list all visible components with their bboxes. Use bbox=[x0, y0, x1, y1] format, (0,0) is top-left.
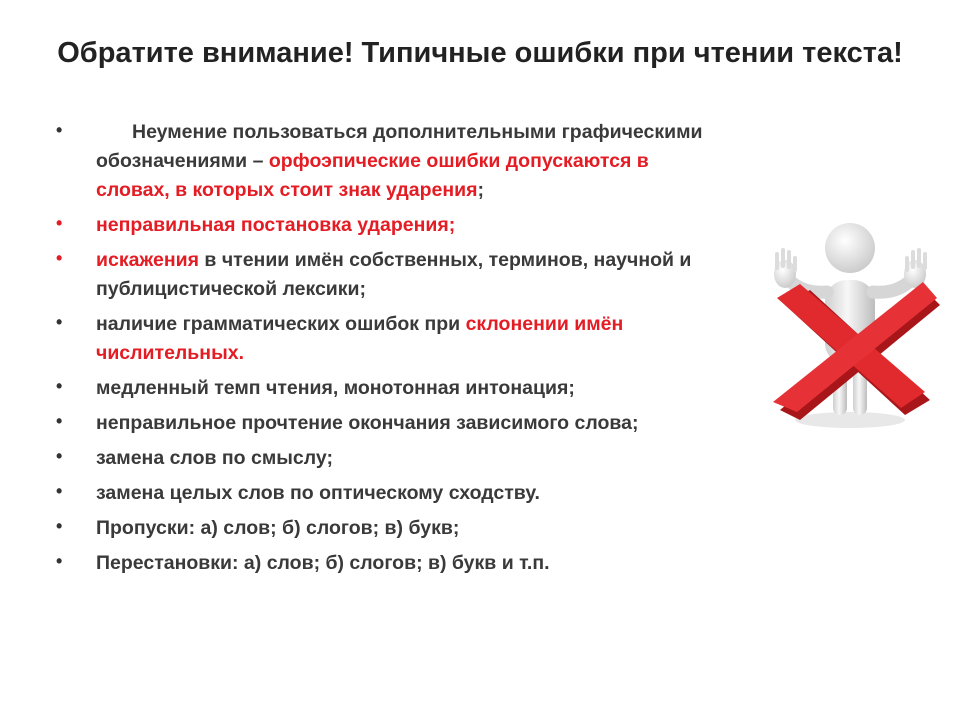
bullet-icon: • bbox=[56, 248, 63, 268]
bullet-text: Пропуски: а) слов; б) слогов; в) букв; bbox=[96, 517, 460, 539]
bullet-text: Неумение пользоваться дополнительными графическими обозначениями – bbox=[96, 121, 703, 172]
bullet-icon: • bbox=[56, 312, 63, 332]
bullet-icon: • bbox=[56, 120, 63, 140]
highlighted-text: искажения bbox=[96, 249, 199, 271]
bullet-text: медленный темп чтения, монотонная интонация; bbox=[96, 377, 575, 399]
bullet-icon: • bbox=[56, 376, 63, 396]
bullet-item bbox=[56, 374, 716, 403]
bullet-icon: • bbox=[56, 446, 63, 466]
highlighted-text: неправильная постановка ударения; bbox=[96, 214, 456, 236]
bullet-text: замена целых слов по оптическому сходству. bbox=[96, 482, 540, 504]
highlighted-text: склонении имён числительных. bbox=[96, 313, 624, 364]
bullet-list bbox=[56, 118, 716, 584]
bullet-item bbox=[56, 246, 716, 304]
bullet-icon: • bbox=[56, 516, 63, 536]
slide-title: Обратите внимание! Типичные ошибки при чтении текста! bbox=[57, 37, 903, 69]
bullet-icon: • bbox=[56, 481, 63, 501]
bullet-text: наличие грамматических ошибок при bbox=[96, 313, 466, 335]
bullet-icon: • bbox=[56, 551, 63, 571]
highlighted-text: орфоэпические ошибки допускаются в словах, в которых стоит знак ударения bbox=[96, 150, 649, 201]
bullet-item bbox=[56, 211, 716, 240]
bullet-text: неправильное прочтение окончания зависимого слова; bbox=[96, 412, 639, 434]
bullet-text: ; bbox=[477, 179, 484, 201]
bullet-text: Перестановки: а) слов; б) слогов; в) букв и т.п. bbox=[96, 552, 550, 574]
bullet-text: в чтении имён собственных, терминов, научной и публицистической лексики; bbox=[96, 249, 692, 300]
bullet-item bbox=[56, 118, 716, 205]
bullet-item bbox=[56, 444, 716, 473]
bullet-item bbox=[56, 310, 716, 368]
bullet-item bbox=[56, 479, 716, 508]
stop-figure-red-x-icon bbox=[755, 210, 945, 440]
bullet-icon: • bbox=[56, 411, 63, 431]
bullet-item bbox=[56, 409, 716, 438]
bullet-text: замена слов по смыслу; bbox=[96, 447, 333, 469]
bullet-item bbox=[56, 514, 716, 543]
bullet-item bbox=[56, 549, 716, 578]
bullet-icon: • bbox=[56, 213, 63, 233]
